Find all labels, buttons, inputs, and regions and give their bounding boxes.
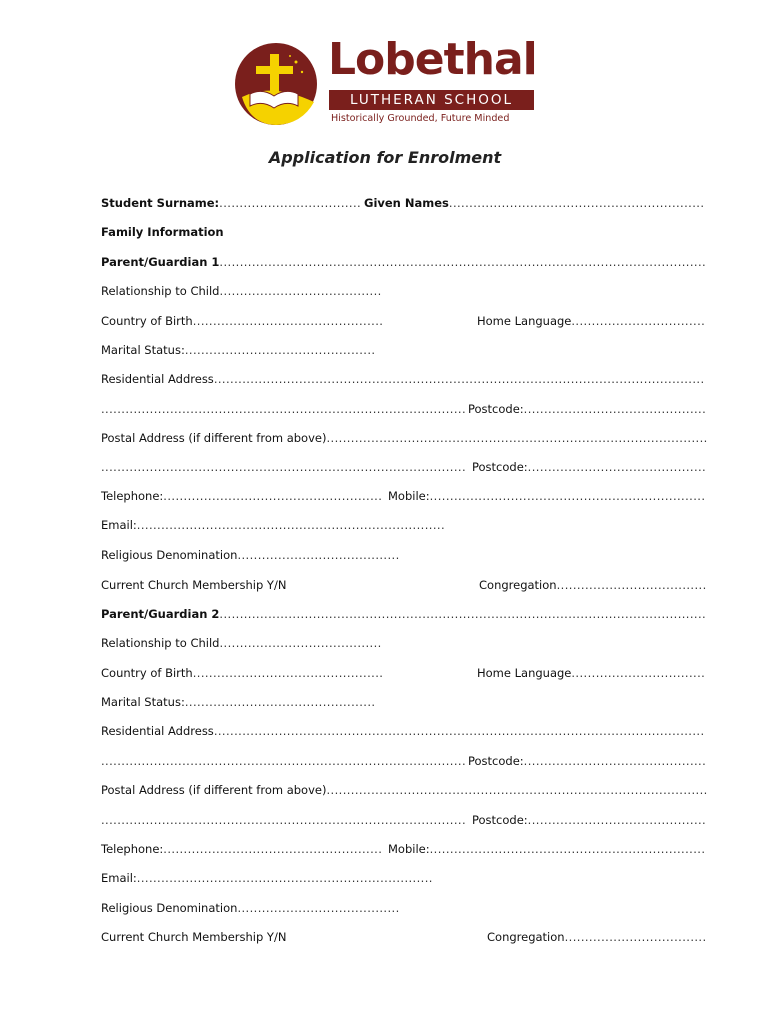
- form-field-row: [101, 225, 224, 239]
- field-label: Congregation: [487, 930, 565, 944]
- field-label: Telephone:: [101, 842, 164, 856]
- field-fill-line[interactable]: ..............................................................................................: [326, 783, 708, 797]
- field-label: Congregation: [479, 578, 557, 592]
- field-fill-line[interactable]: ........................................: [237, 901, 400, 915]
- field-label: Marital Status:: [101, 343, 185, 357]
- form-field-row: [101, 901, 400, 915]
- field-label: Religious Denomination: [101, 901, 238, 915]
- form-field-row-secondary: [477, 314, 705, 328]
- field-fill-line[interactable]: .................................: [571, 314, 706, 328]
- field-fill-line[interactable]: .........................................................................................................................: [213, 372, 705, 386]
- field-label: Mobile:: [388, 842, 430, 856]
- field-fill-line[interactable]: ....................................................................: [429, 842, 706, 856]
- form-field-row: [101, 314, 383, 328]
- form-field-row-secondary: [479, 578, 707, 592]
- field-fill-line[interactable]: ......................................................: [163, 842, 383, 856]
- field-fill-line[interactable]: .................................: [571, 666, 706, 680]
- field-label: Student Surname:: [101, 196, 220, 210]
- form-field-row: [101, 930, 286, 944]
- form-field-row-secondary: [468, 754, 706, 768]
- field-label: Parent/Guardian 2: [101, 607, 220, 621]
- field-label: Parent/Guardian 1: [101, 255, 220, 269]
- field-fill-line[interactable]: ............................................................................: [136, 518, 446, 532]
- form-field-row: [101, 695, 375, 709]
- field-fill-line[interactable]: ...............................................................: [448, 196, 705, 210]
- form-field-row: [101, 636, 382, 650]
- field-label: Relationship to Child: [101, 636, 220, 650]
- form-field-row: [101, 518, 445, 532]
- field-label: Religious Denomination: [101, 548, 238, 562]
- field-label: Marital Status:: [101, 695, 185, 709]
- form-field-row: [101, 196, 361, 210]
- field-fill-line[interactable]: ...............................................: [184, 695, 376, 709]
- form-field-row: [101, 284, 382, 298]
- field-label: Residential Address: [101, 372, 214, 386]
- field-fill-line[interactable]: .........................................................................: [136, 871, 433, 885]
- form-field-row: [101, 431, 708, 445]
- form-field-row: [101, 871, 433, 885]
- form-field-row: [101, 372, 705, 386]
- field-fill-line[interactable]: .............................................: [523, 754, 707, 768]
- field-label: Current Church Membership Y/N: [101, 930, 287, 944]
- form-field-row-secondary: [388, 842, 705, 856]
- field-label: Relationship to Child: [101, 284, 220, 298]
- field-label: Postcode:: [472, 460, 528, 474]
- field-fill-line[interactable]: ..........................................................................................: [101, 754, 466, 768]
- form-field-row: [101, 548, 400, 562]
- field-fill-line[interactable]: ........................................: [237, 548, 400, 562]
- field-fill-line[interactable]: ....................................................................: [429, 489, 706, 503]
- form-title: Application for Enrolment: [268, 148, 502, 167]
- form-field-row: [101, 724, 705, 738]
- field-label: Email:: [101, 871, 137, 885]
- form-field-row: [101, 343, 375, 357]
- form-field-row: [101, 255, 706, 269]
- form-field-row-secondary: [477, 666, 705, 680]
- form-field-row: [101, 666, 383, 680]
- field-fill-line[interactable]: ...................................: [219, 196, 362, 210]
- field-label: Family Information: [101, 225, 224, 239]
- form-field-row-secondary: [468, 402, 706, 416]
- field-label: Postal Address (if different from above): [101, 431, 327, 445]
- field-fill-line[interactable]: ...............................................: [184, 343, 376, 357]
- field-fill-line[interactable]: ......................................................: [163, 489, 383, 503]
- field-label: Residential Address: [101, 724, 214, 738]
- field-fill-line[interactable]: .........................................................................................................................: [213, 724, 705, 738]
- form-field-row: [101, 754, 466, 768]
- field-label: Postcode:: [468, 754, 524, 768]
- field-fill-line[interactable]: ...............................................: [192, 314, 384, 328]
- field-label: Telephone:: [101, 489, 164, 503]
- form-field-row: [101, 402, 466, 416]
- field-fill-line[interactable]: ..........................................................................................: [101, 460, 466, 474]
- form-field-row: [101, 460, 466, 474]
- field-fill-line[interactable]: ...............................................: [192, 666, 384, 680]
- field-label: Postal Address (if different from above): [101, 783, 327, 797]
- form-field-row-secondary: [472, 813, 706, 827]
- field-label: Email:: [101, 518, 137, 532]
- school-name: Lobethal: [328, 34, 537, 85]
- field-fill-line[interactable]: .............................................: [523, 402, 707, 416]
- field-fill-line[interactable]: ..........................................................................................: [101, 402, 466, 416]
- form-field-row: [101, 578, 286, 592]
- school-logo: [232, 34, 542, 132]
- form-field-row: [101, 783, 708, 797]
- field-label: Mobile:: [388, 489, 430, 503]
- form-field-row: [101, 813, 466, 827]
- field-fill-line[interactable]: ........................................................................................................................: [219, 607, 707, 621]
- form-field-row: [101, 607, 706, 621]
- field-fill-line[interactable]: ........................................: [219, 636, 382, 650]
- school-crest-icon: [232, 42, 320, 126]
- field-label: Country of Birth: [101, 666, 193, 680]
- school-type: LUTHERAN SCHOOL: [329, 90, 534, 110]
- school-tagline: Historically Grounded, Future Minded: [331, 113, 510, 124]
- field-label: Postcode:: [472, 813, 528, 827]
- form-field-row-secondary: [487, 930, 707, 944]
- field-label: Country of Birth: [101, 314, 193, 328]
- field-label: Home Language: [477, 314, 572, 328]
- form-field-row: [101, 842, 382, 856]
- field-fill-line[interactable]: ............................................: [527, 460, 707, 474]
- field-label: Current Church Membership Y/N: [101, 578, 287, 592]
- form-field-row-secondary: [472, 460, 706, 474]
- field-fill-line[interactable]: ..........................................................................................: [101, 813, 466, 827]
- field-fill-line[interactable]: .....................................: [556, 578, 707, 592]
- field-label: Postcode:: [468, 402, 524, 416]
- field-fill-line[interactable]: ............................................: [527, 813, 707, 827]
- form-field-row-secondary: [364, 196, 704, 210]
- form-field-row: [101, 489, 382, 503]
- field-fill-line[interactable]: ...................................: [564, 930, 707, 944]
- field-fill-line[interactable]: ........................................................................................................................: [219, 255, 707, 269]
- field-label: Home Language: [477, 666, 572, 680]
- field-fill-line[interactable]: ..............................................................................................: [326, 431, 708, 445]
- field-fill-line[interactable]: ........................................: [219, 284, 382, 298]
- form-field-row-secondary: [388, 489, 705, 503]
- field-label: Given Names: [364, 196, 449, 210]
